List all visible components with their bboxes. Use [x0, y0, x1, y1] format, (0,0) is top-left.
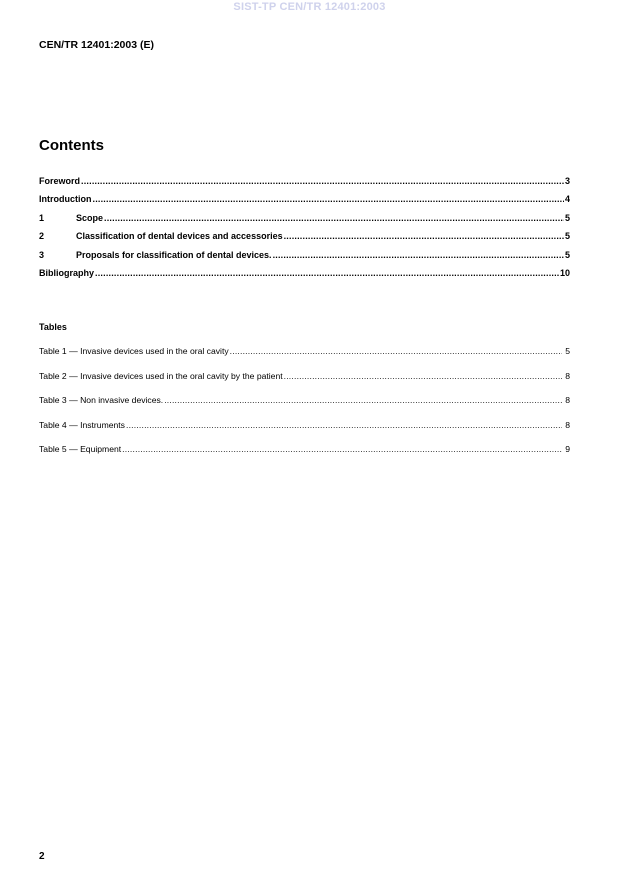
- toc-entry-introduction[interactable]: [39, 194, 570, 212]
- watermark: SIST-TP CEN/TR 12401:2003: [233, 1, 386, 13]
- toc-entry-scope[interactable]: [39, 213, 570, 231]
- page-number: 2: [39, 851, 45, 862]
- toc-entry-number: 1: [39, 212, 45, 223]
- document-id: CEN/TR 12401:2003 (E): [39, 39, 154, 51]
- leader-dots: [122, 444, 562, 454]
- table-entry-2[interactable]: [39, 371, 570, 396]
- toc-entry-page: 4: [564, 194, 570, 205]
- leader-dots: [81, 176, 564, 186]
- table-entry-page: 5: [565, 346, 570, 356]
- tables-heading: Tables: [39, 322, 67, 332]
- leader-dots: [95, 268, 559, 278]
- table-entry-title: Table 3 — Non invasive devices.: [39, 395, 164, 406]
- contents-heading: Contents: [39, 137, 104, 154]
- toc-entry-page: 5: [564, 212, 570, 223]
- toc-entry-title: Bibliography: [39, 267, 95, 278]
- table-entry-page: 8: [565, 395, 570, 406]
- toc-entry-page: 3: [564, 176, 570, 186]
- toc-entry-number: 3: [39, 249, 45, 260]
- toc-entry-bibliography[interactable]: [39, 268, 570, 286]
- toc-entry-page: 5: [564, 231, 570, 242]
- toc-entry-title: Scope: [76, 212, 104, 223]
- leader-dots: [284, 371, 563, 381]
- leader-dots: [284, 231, 564, 241]
- leader-dots: [164, 395, 562, 405]
- table-entry-1[interactable]: [39, 346, 570, 371]
- toc-entry-foreword[interactable]: [39, 176, 570, 194]
- toc-entry-proposals[interactable]: [39, 250, 570, 268]
- table-entry-3[interactable]: [39, 395, 570, 420]
- table-entry-title: Table 4 — Instruments: [39, 419, 125, 430]
- leader-dots: [104, 213, 564, 223]
- leader-dots: [126, 420, 562, 430]
- toc-entry-page: 10: [559, 267, 570, 278]
- table-entry-title: Table 5 — Equipment: [39, 444, 122, 455]
- toc-entry-classification[interactable]: [39, 231, 570, 249]
- table-entry-4[interactable]: [39, 420, 570, 445]
- table-entry-page: 9: [565, 444, 570, 455]
- table-entry-title: Table 2 — Invasive devices used in the oral cavity by the patient: [39, 370, 283, 381]
- list-of-tables: [39, 346, 570, 469]
- toc-entry-title: Introduction: [39, 194, 92, 205]
- leader-dots: [230, 346, 563, 356]
- toc-entry-page: 5: [564, 249, 570, 260]
- table-entry-page: 8: [565, 419, 570, 430]
- toc-entry-title: Foreword: [39, 176, 81, 186]
- leader-dots: [273, 250, 564, 260]
- toc-entry-title: Proposals for classification of dental devices.: [76, 249, 272, 260]
- table-of-contents: [39, 176, 570, 286]
- toc-entry-number: 2: [39, 231, 45, 242]
- toc-entry-title: Classification of dental devices and accessories: [76, 231, 283, 242]
- table-entry-title: Table 1 — Invasive devices used in the oral cavity: [39, 346, 229, 356]
- table-entry-5[interactable]: [39, 444, 570, 469]
- table-entry-page: 8: [565, 370, 570, 381]
- leader-dots: [93, 194, 564, 204]
